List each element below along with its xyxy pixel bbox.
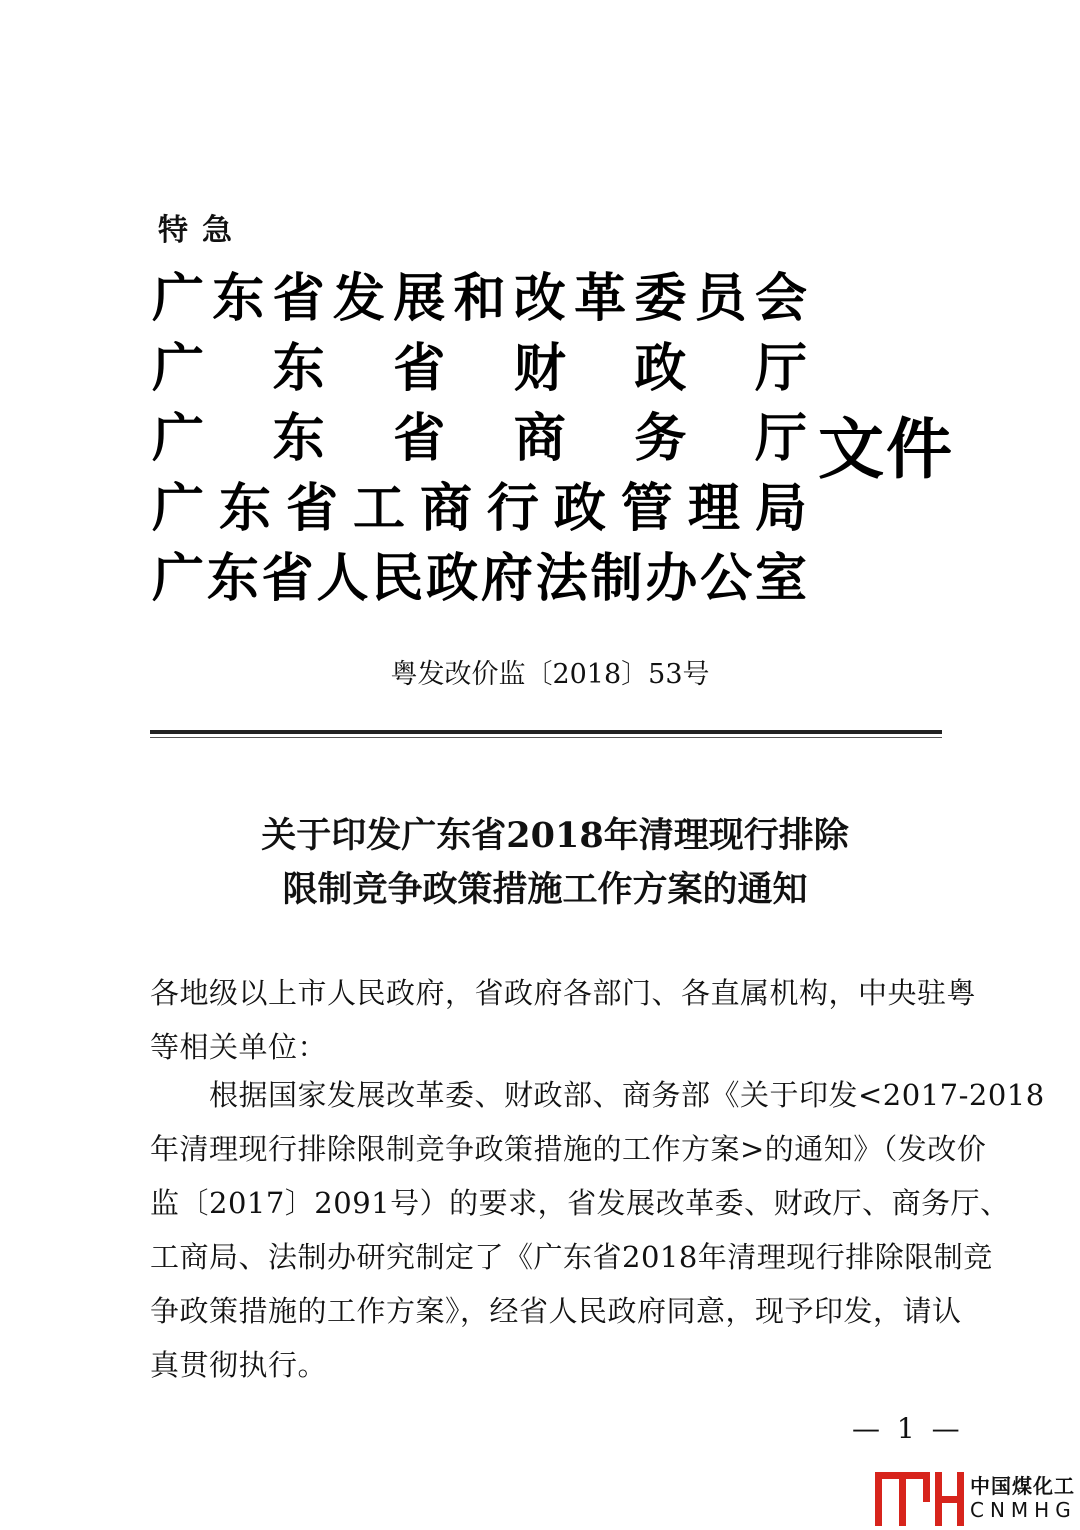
issuer-char: 广 bbox=[152, 408, 205, 469]
issuer-char: 厅 bbox=[754, 338, 807, 399]
issuer-char: 商 bbox=[513, 408, 566, 469]
issuer-char: 财 bbox=[513, 338, 566, 399]
header-rule-thin bbox=[150, 737, 942, 738]
issuer-block bbox=[152, 258, 807, 608]
issuer-char: 厅 bbox=[754, 408, 807, 469]
addressee-line: 等相关单位： bbox=[150, 1030, 328, 1064]
issuer-char: 管 bbox=[620, 478, 673, 539]
issuer-char: 务 bbox=[634, 408, 687, 469]
paragraph-line: 争政策措施的工作方案》，经省人民政府同意，现予印发，请认 bbox=[150, 1294, 962, 1328]
issuer-char: 东 bbox=[218, 478, 271, 539]
addressee-line: 各地级以上市人民政府，省政府各部门、各直属机构，中央驻粤 bbox=[150, 976, 977, 1010]
issuer-char: 行 bbox=[486, 478, 539, 539]
issuer-char: 广 bbox=[152, 338, 205, 399]
issuer-char: 省 bbox=[272, 268, 325, 329]
issuer-char: 委 bbox=[634, 268, 687, 329]
watermark-name-cn: 中国煤化工 bbox=[970, 1474, 1075, 1498]
issuer-char: 会 bbox=[754, 268, 807, 329]
issuer-char: 民 bbox=[371, 548, 424, 609]
issuer-char: 广 bbox=[152, 478, 205, 539]
issuer-industry-commerce-bureau bbox=[152, 468, 807, 538]
issuer-finance-dept bbox=[152, 328, 807, 398]
issuer-char: 局 bbox=[754, 478, 807, 539]
issuer-char: 东 bbox=[206, 548, 259, 609]
issuer-char: 政 bbox=[553, 478, 606, 539]
issuer-char: 政 bbox=[634, 338, 687, 399]
issuer-char: 府 bbox=[480, 548, 533, 609]
issuer-char: 政 bbox=[426, 548, 479, 609]
issuer-legal-office bbox=[152, 538, 807, 608]
paragraph-line: 根据国家发展改革委、财政部、商务部《关于印发<2017-2018 bbox=[150, 1078, 1045, 1112]
body-paragraph bbox=[150, 1068, 1045, 1392]
issuer-char: 广 bbox=[152, 548, 205, 609]
document-suffix: 文件 bbox=[818, 411, 954, 488]
issuer-char: 展 bbox=[393, 268, 446, 329]
issuer-ndrc bbox=[152, 258, 807, 328]
page-number: — 1 — bbox=[852, 1412, 964, 1445]
addressee bbox=[150, 966, 977, 1074]
paragraph-line: 监〔2017〕2091号）的要求，省发展改革委、财政厅、商务厅、 bbox=[150, 1186, 1010, 1220]
issuer-char: 东 bbox=[272, 338, 325, 399]
issuer-char: 东 bbox=[212, 268, 265, 329]
issuer-char: 东 bbox=[272, 408, 325, 469]
issuer-commerce-dept bbox=[152, 398, 807, 468]
watermark-name-en: CNMHG bbox=[970, 1498, 1077, 1522]
title-line-1: 关于印发广东省2018年清理现行排除 bbox=[261, 815, 849, 856]
issuer-char: 广 bbox=[152, 268, 205, 329]
issuer-char: 办 bbox=[645, 548, 698, 609]
issuer-char: 制 bbox=[590, 548, 643, 609]
issuer-char: 省 bbox=[261, 548, 314, 609]
issuer-char: 员 bbox=[694, 268, 747, 329]
issuer-char: 商 bbox=[419, 478, 472, 539]
issuer-char: 改 bbox=[513, 268, 566, 329]
issuer-char: 室 bbox=[754, 548, 807, 609]
paragraph-line: 真贯彻执行。 bbox=[150, 1348, 328, 1382]
issuer-char: 革 bbox=[574, 268, 627, 329]
issuer-char: 理 bbox=[687, 478, 740, 539]
watermark-logo-mark bbox=[875, 1472, 964, 1526]
issuer-char: 工 bbox=[352, 478, 405, 539]
issuer-char: 省 bbox=[393, 338, 446, 399]
issuer-char: 人 bbox=[316, 548, 369, 609]
issuer-char: 发 bbox=[332, 268, 385, 329]
issuer-char: 省 bbox=[285, 478, 338, 539]
title-line-2: 限制竞争政策措施工作方案的通知 bbox=[282, 869, 808, 910]
issuer-char: 省 bbox=[393, 408, 446, 469]
urgency-label: 特急 bbox=[158, 213, 246, 248]
document-number: 粤发改价监〔2018〕53号 bbox=[390, 659, 710, 690]
issuer-char: 公 bbox=[700, 548, 753, 609]
issuer-char: 和 bbox=[453, 268, 506, 329]
red-header-rule bbox=[150, 730, 942, 734]
paragraph-line: 年清理现行排除限制竞争政策措施的工作方案>的通知》（发改价 bbox=[150, 1132, 987, 1166]
paragraph-line: 工商局、法制办研究制定了《广东省2018年清理现行排除限制竞 bbox=[150, 1240, 993, 1274]
issuer-char: 法 bbox=[535, 548, 588, 609]
